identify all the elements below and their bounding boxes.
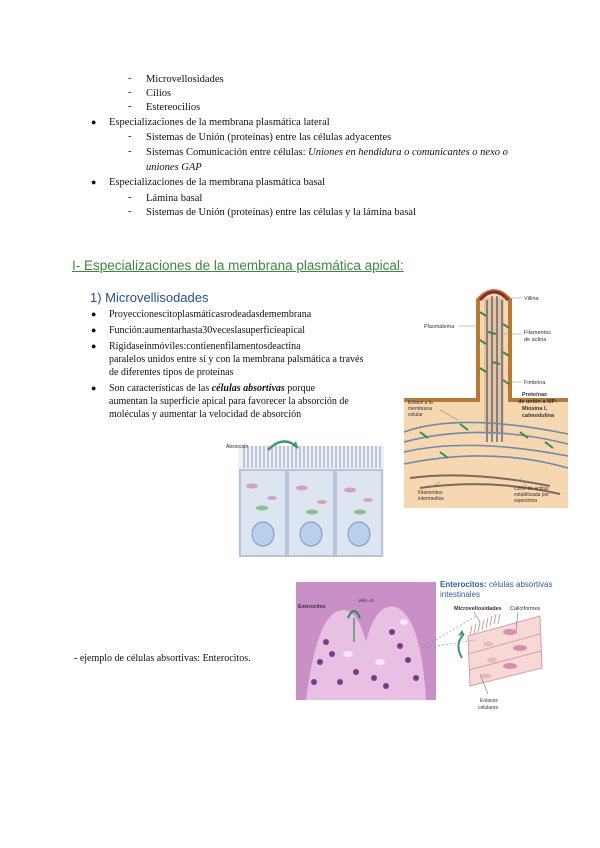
label-enlaces: Enlaces <box>480 698 498 704</box>
bold-italic-text: células absortivas <box>211 383 285 394</box>
bullet-marker: ● <box>91 341 97 351</box>
label-de-actina: de actina <box>524 337 547 343</box>
connector-lines <box>420 610 480 650</box>
list-item: Especializaciones de la membrana plasmática lateral <box>109 117 330 128</box>
label-fimbrina: Fimbrina <box>524 380 546 386</box>
italic-text: Uniones en hendidura o comunicantes o nexo o <box>308 147 508 158</box>
list-item <box>109 382 315 395</box>
list-item: Proyeccionescitoplasmáticasrodeadasdemembrana <box>109 309 312 320</box>
bullet-marker: ● <box>91 117 97 127</box>
subsection-heading: 1) Microvellisodades <box>90 290 209 305</box>
list-item: Microvellosidades <box>146 74 224 85</box>
list-item: Rigidaseinmóviles:contienenfilamentosdeactina <box>109 341 301 352</box>
label-microvellosidades: Microvellosidades <box>454 606 502 612</box>
list-item-continuation: aumentan la superficie apical para favorecer la absorción de <box>109 396 349 407</box>
list-item-continuation: moléculas y aumentar la velocidad de absorción <box>109 409 302 420</box>
label-corte-actina: Corte de actina <box>514 486 548 492</box>
label-corte-actina: espectrina <box>514 498 538 504</box>
bullet-marker: ● <box>91 325 97 335</box>
list-item: Lámina basal <box>146 193 203 204</box>
list-item: Estereocilios <box>146 102 201 113</box>
caption-text: células absortivas <box>488 580 553 589</box>
label-enlace: celular <box>408 412 423 418</box>
microvillus-diagram <box>400 282 570 508</box>
list-item: Sistemas de Unión (proteínas) entre las células y la lámina basal <box>146 207 417 218</box>
dash-marker: - <box>128 146 132 157</box>
list-item-continuation: paralelos unidos entre sí y con la membrana palsmática a través <box>109 354 364 365</box>
label-caliciformes: Caliciformes <box>510 606 541 612</box>
bullet-marker: ● <box>91 383 97 393</box>
caption-text: intestinales <box>440 590 481 599</box>
label-corte-actina: estabilizada por <box>514 492 550 498</box>
label-enlace: membrana <box>408 406 432 412</box>
text-run: Sistemas Comunicación entre células: <box>146 147 309 158</box>
label-proteinas: de unión a MP: <box>518 399 558 405</box>
list-item <box>146 146 508 159</box>
text-run: Son características de las <box>109 383 212 394</box>
list-item-continuation: de diferentes tipos de proteínas <box>109 367 234 378</box>
section-heading: I- Especializaciones de la membrana plasmática apical: <box>72 258 404 273</box>
list-item: Función:aumentarhasta30veceslasuperficieapical <box>109 325 306 336</box>
absorptive-cells-diagram <box>226 436 386 558</box>
label-plasmalema: Plasmalema <box>424 324 455 330</box>
italic-text: uniones GAP <box>146 162 202 173</box>
label-proteinas: Miosina I, <box>522 406 548 412</box>
dash-marker: - <box>128 87 132 98</box>
list-item: Cilios <box>146 88 172 99</box>
caption-bold: Enterocitos: <box>440 580 489 589</box>
label-filamentos-intermedios: intermedios <box>418 496 444 502</box>
label-proteinas: Proteínas <box>522 392 548 398</box>
label-filamentos-intermedios: Filamentos <box>418 490 443 496</box>
dash-marker: - <box>128 206 132 217</box>
label-filamentos: Filamentos <box>524 330 551 336</box>
dash-marker: - <box>128 73 132 84</box>
bullet-marker: ● <box>91 177 97 187</box>
label-enlaces: celulares <box>478 705 499 711</box>
label-enlace: Enlace a la <box>408 400 433 406</box>
dash-marker: - <box>128 131 132 142</box>
list-item: Sistemas de Unión (proteínas) entre las células adyacentes <box>146 132 392 143</box>
example-text: - ejemplo de células absortivas: Enterocitos. <box>74 653 251 664</box>
label-villina: Villina <box>524 296 539 302</box>
label-proteinas: calmodulina <box>522 413 555 419</box>
text-run: porque <box>284 383 316 394</box>
dash-marker: - <box>128 101 132 112</box>
label-absorcion: Absorción <box>226 444 249 450</box>
label-vellos: Vello cit. <box>358 598 375 603</box>
list-item: Especializaciones de la membrana plasmática basal <box>109 177 326 188</box>
enterocyte-caption <box>440 580 553 600</box>
histology-image <box>296 582 436 700</box>
bullet-marker: ● <box>91 309 97 319</box>
label-enterocitos: Enterocitos <box>298 604 326 610</box>
dash-marker: - <box>128 192 132 203</box>
